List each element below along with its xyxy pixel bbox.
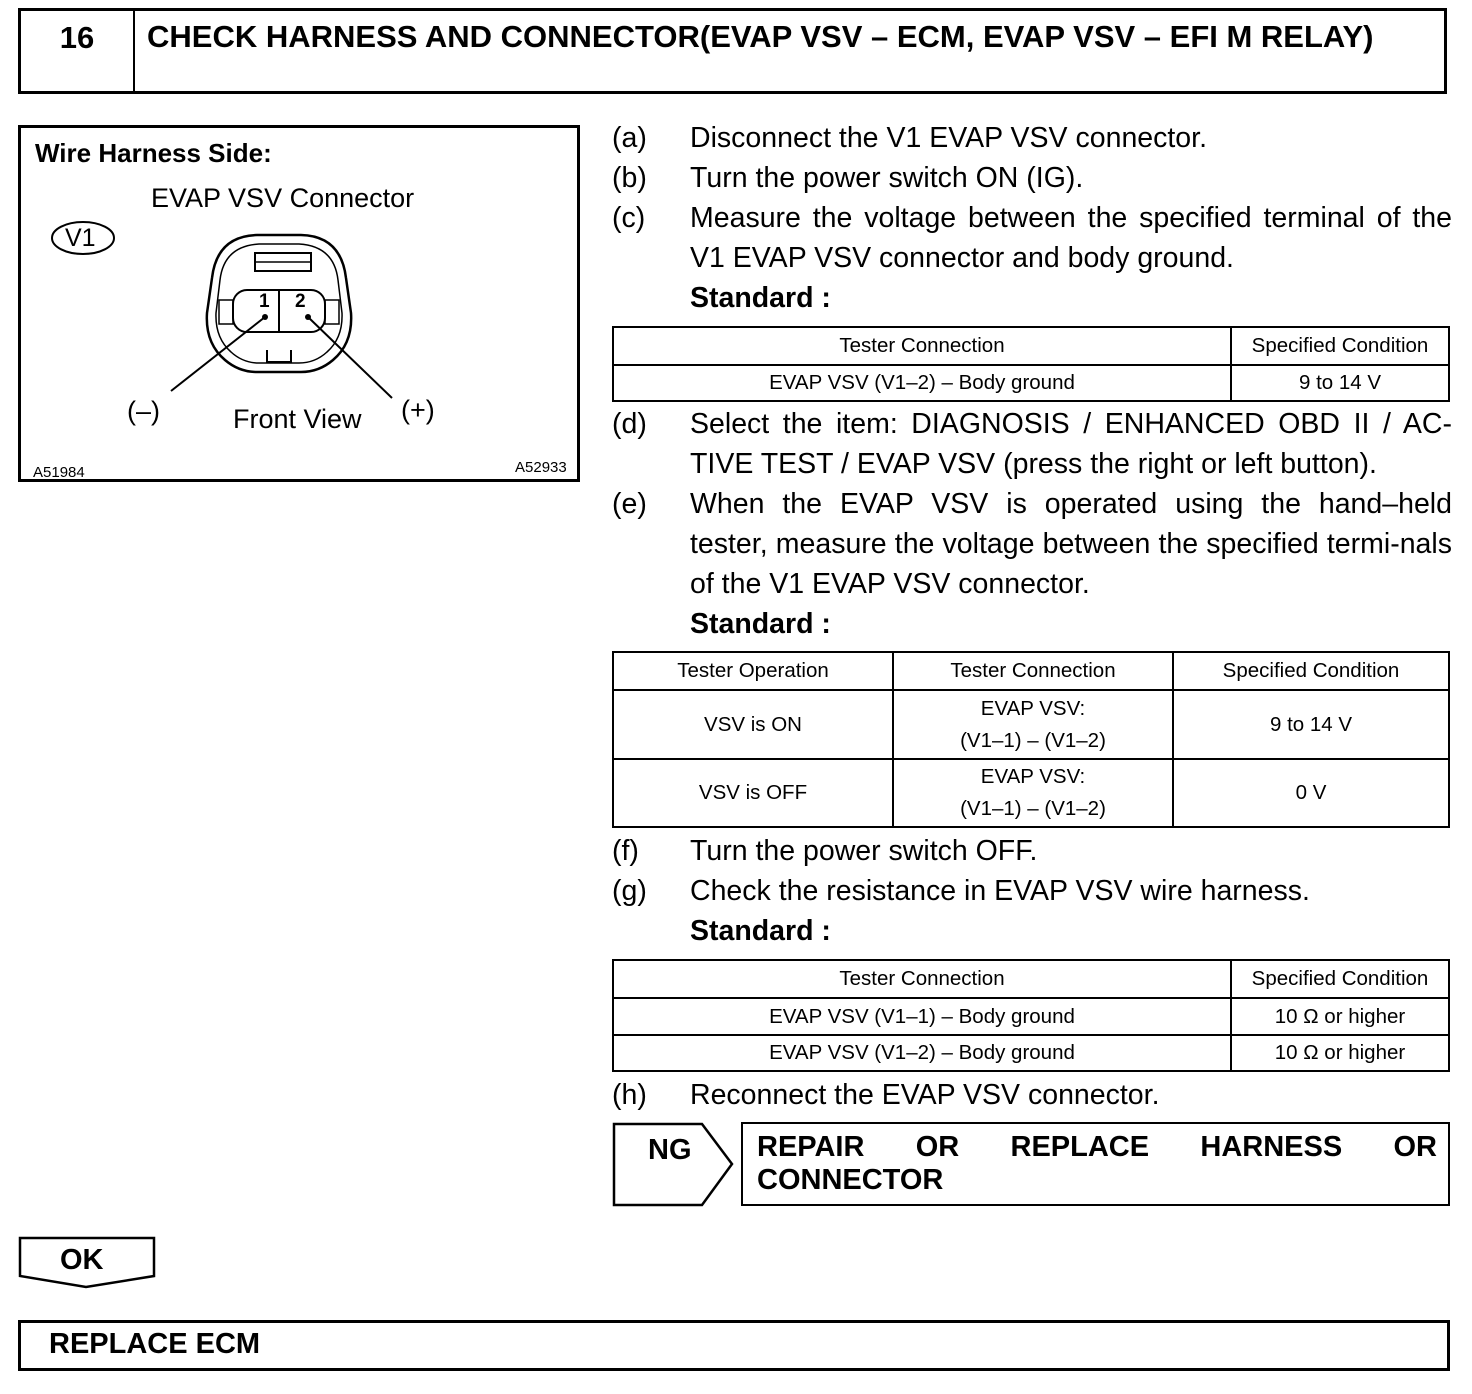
table-cell xyxy=(893,759,1173,827)
ng-action-line-1 xyxy=(757,1131,1437,1163)
step-number: 16 xyxy=(21,11,135,91)
step-text: Select the item: DIAGNOSIS / ENHANCED OBD II / AC-TIVE TEST / EVAP VSV (press the right or left button). xyxy=(690,408,1452,480)
step-label: (h) xyxy=(612,1079,647,1111)
table-row xyxy=(613,998,1449,1035)
table-cell: 9 to 14 V xyxy=(1173,690,1449,759)
left-latch xyxy=(219,300,233,324)
table-header: Tester Operation xyxy=(613,652,893,690)
table-cell: EVAP VSV (V1–2) – Body ground xyxy=(613,365,1231,401)
figure-code-left: A51984 xyxy=(33,464,85,481)
connector-key xyxy=(267,350,291,362)
step-label: (b) xyxy=(612,162,647,194)
table-row xyxy=(613,759,1449,827)
plus-label: (+) xyxy=(401,395,435,425)
table-cell: EVAP VSV (V1–2) – Body ground xyxy=(613,1035,1231,1071)
minus-leader xyxy=(171,317,265,391)
step-text: Check the resistance in EVAP VSV wire harness. xyxy=(690,875,1310,907)
step-label: (c) xyxy=(612,202,646,234)
ng-label: NG xyxy=(648,1134,692,1166)
connection-line-1: EVAP VSV: xyxy=(980,696,1086,720)
table-cell: VSV is OFF xyxy=(613,759,893,827)
standard-label-2: Standard : xyxy=(690,608,831,640)
step-text: Disconnect the V1 EVAP VSV connector. xyxy=(690,122,1207,154)
table-cell: 9 to 14 V xyxy=(1231,365,1449,401)
ng-word: REPLACE xyxy=(1010,1131,1150,1163)
step-text: Turn the power switch ON (IG). xyxy=(690,162,1084,194)
table-header: Specified Condition xyxy=(1231,960,1449,998)
final-action-box xyxy=(18,1320,1450,1371)
final-action-text: REPLACE ECM xyxy=(49,1328,261,1360)
step-label: (f) xyxy=(612,835,639,867)
connector-figure xyxy=(18,125,580,482)
ng-word: HARNESS xyxy=(1200,1131,1343,1163)
table-header: Tester Connection xyxy=(613,327,1231,365)
pin-2-label: 2 xyxy=(295,291,306,312)
connection-line-1: EVAP VSV: xyxy=(980,765,1086,788)
ng-word: OR xyxy=(915,1131,960,1163)
step-label: (g) xyxy=(612,875,647,907)
ng-word: REPAIR xyxy=(757,1131,865,1163)
connection-line-2: (V1–1) – (V1–2) xyxy=(960,728,1106,752)
table-cell: EVAP VSV (V1–1) – Body ground xyxy=(613,998,1231,1035)
step-text: When the EVAP VSV is operated using the hand–held tester, measure the voltage between the specified termi-nals of the V1 EVAP VSV connector. xyxy=(690,488,1452,600)
step-title: CHECK HARNESS AND CONNECTOR(EVAP VSV – ECM, EVAP VSV – EFI M RELAY) xyxy=(147,19,1374,54)
table-cell xyxy=(893,690,1173,759)
pin-1-label: 1 xyxy=(259,291,270,312)
step-header xyxy=(18,8,1447,94)
table-row xyxy=(613,1035,1449,1071)
wire-harness-side-label: Wire Harness Side: xyxy=(35,138,272,168)
figure-code-right: A52933 xyxy=(515,459,567,476)
standard-table-resistance xyxy=(612,959,1450,1072)
connection-line-2: (V1–1) – (V1–2) xyxy=(960,797,1106,820)
step-label: (d) xyxy=(612,408,647,440)
step-text: Measure the voltage between the specified terminal of the V1 EVAP VSV connector and body ground. xyxy=(690,202,1452,274)
connector-code-label: V1 xyxy=(65,224,96,252)
ng-word: OR xyxy=(1393,1131,1437,1163)
ng-action-box xyxy=(741,1122,1450,1206)
ng-action-line-2: CONNECTOR xyxy=(757,1164,944,1196)
table-header: Specified Condition xyxy=(1173,652,1449,690)
table-header: Tester Connection xyxy=(613,960,1231,998)
table-header: Specified Condition xyxy=(1231,327,1449,365)
right-latch xyxy=(325,300,339,324)
standard-table-active-test xyxy=(612,651,1450,828)
standard-label-3: Standard : xyxy=(690,915,831,947)
step-text: Reconnect the EVAP VSV connector. xyxy=(690,1079,1160,1111)
table-row xyxy=(613,690,1449,759)
standard-label-1: Standard : xyxy=(690,282,831,314)
ok-label: OK xyxy=(60,1244,104,1276)
table-row xyxy=(613,365,1449,401)
table-cell: VSV is ON xyxy=(613,690,893,759)
step-label: (e) xyxy=(612,488,647,520)
minus-label: (–) xyxy=(127,396,160,426)
table-cell: 0 V xyxy=(1173,759,1449,827)
table-header: Tester Connection xyxy=(893,652,1173,690)
connector-name-label: EVAP VSV Connector xyxy=(151,183,415,213)
table-cell: 10 Ω or higher xyxy=(1231,998,1449,1035)
step-label: (a) xyxy=(612,122,647,154)
front-view-label: Front View xyxy=(233,404,362,434)
table-cell: 10 Ω or higher xyxy=(1231,1035,1449,1071)
step-text: Turn the power switch OFF. xyxy=(690,835,1038,867)
standard-table-voltage xyxy=(612,326,1450,402)
